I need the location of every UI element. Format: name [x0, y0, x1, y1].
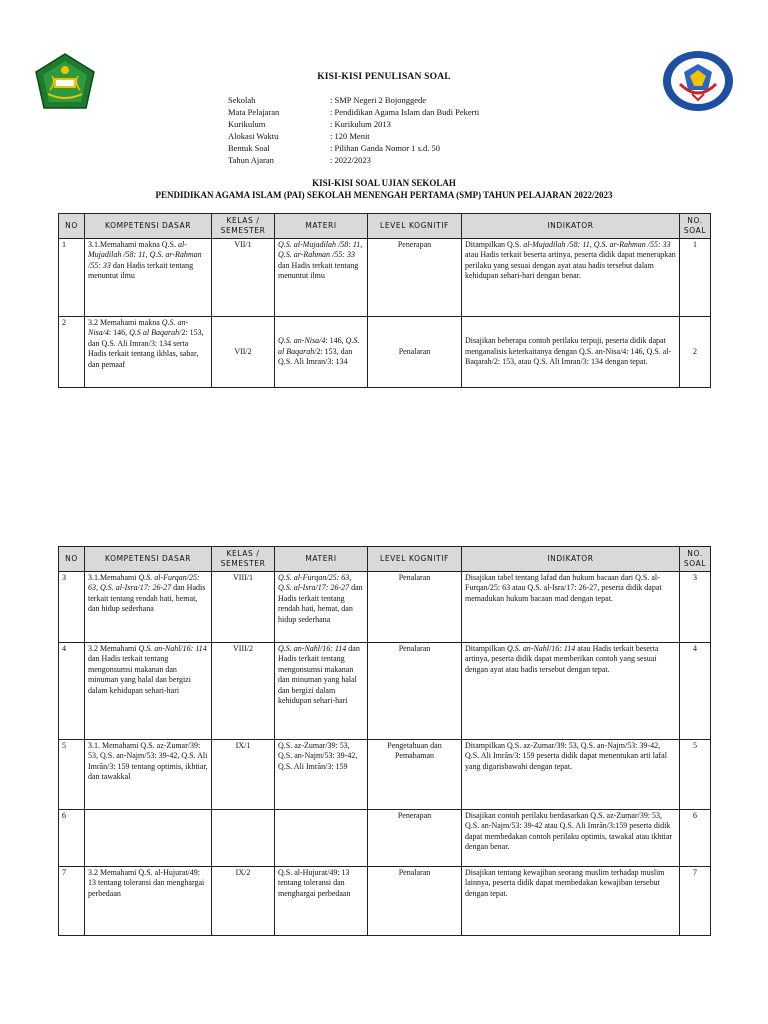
table-row: [59, 810, 711, 867]
cell-no-soal: 3: [680, 572, 711, 643]
table-row: [59, 740, 711, 810]
cell-kompetensi-dasar: 3.1. Memahami Q.S. az-Zumar/39: 53, Q.S. an-Najm/53: 39-42, Q.S. Ali Imrān/3: 159 tentang optimis, ikhtiar, dan tawakkal: [85, 740, 212, 810]
subtitle-line-1: KISI-KISI SOAL UJIAN SEKOLAH: [312, 178, 456, 188]
info-value: : SMP Negeri 2 Bojonggede: [330, 95, 427, 105]
cell-materi: Q.S. al-Furqan/25: 63, Q.S. al-Isra/17: 26-27 dan Hadis terkait tentang rendah hati, hemat, dan hidup sederhana: [275, 572, 368, 643]
cell-no: 2: [59, 317, 85, 388]
info-value: : 2022/2023: [330, 155, 371, 165]
cell-no-soal: 4: [680, 643, 711, 740]
cell-level-kognitif: Penalaran: [368, 572, 462, 643]
cell-kompetensi-dasar: 3.1.Memahami Q.S. al-Furqan/25: 63, Q.S. al-Isra/17: 26-27 dan Hadis terkait tentang rendah hati, hemat, dan hidup sederhana: [85, 572, 212, 643]
info-label: Kurikulum: [228, 119, 266, 129]
cell-kompetensi-dasar: 3.2 Memahami makna Q.S. an-Nisa/4: 146, Q.S al Baqarah/2: 153, dan Q.S. Ali Imran/3: 134 serta Hadis terkait tentang ikhlas, sabar, dan pemaaf: [85, 317, 212, 388]
cell-materi: Q.S. al-Mujadilah /58: 11, Q.S. ar-Rahman /55: 33 dan Hadis terkait tentang menuntut ilmu: [275, 239, 368, 317]
cell-indikator: Ditampilkan Q.S. an-Nahl/16: 114 atau Hadis terkait beserta artinya, peserta didik dapat memberikan contoh yang sesuai dengan ayat atau hadis tersebut dengan tepat.: [462, 643, 680, 740]
cell-kelas-semester: VIII/1: [212, 572, 275, 643]
cell-no-soal: 1: [680, 239, 711, 317]
cell-kompetensi-dasar: [85, 810, 212, 867]
cell-materi: Q.S. az-Zumar/39: 53, Q.S. an-Najm/53: 39-42, Q.S. Ali Imrān/3: 159: [275, 740, 368, 810]
info-value: : Pilihan Ganda Nomor 1 s.d. 50: [330, 143, 441, 153]
subtitle-line-2: PENDIDIKAN AGAMA ISLAM (PAI) SEKOLAH MENENGAH PERTAMA (SMP) TAHUN PELAJARAN 2022/2023: [155, 190, 613, 200]
col-kompetensi-dasar: KOMPETENSI DASAR: [85, 547, 212, 572]
info-row: [228, 106, 479, 118]
info-row: [228, 142, 479, 154]
cell-kelas-semester: IX/2: [212, 867, 275, 936]
info-value: : Kurikulum 2013: [330, 119, 391, 129]
cell-level-kognitif: Penalaran: [368, 643, 462, 740]
col-kelas-semester: KELAS / SEMESTER: [212, 547, 275, 572]
cell-no-soal: 7: [680, 867, 711, 936]
info-label: Mata Pelajaran: [228, 107, 280, 117]
cell-kelas-semester: VII/1: [212, 239, 275, 317]
cell-level-kognitif: Penerapan: [368, 239, 462, 317]
cell-no: 6: [59, 810, 85, 867]
kisi-table-1: [58, 213, 711, 388]
col-indikator: INDIKATOR: [462, 214, 680, 239]
cell-no: 1: [59, 239, 85, 317]
cell-materi: Q.S. an-Nahl/16: 114 dan Hadis terkait tentang mengonsumsi makanan dan minuman yang halal dan bergizi dalam kehidupan sehari-hari: [275, 643, 368, 740]
col-no: NO: [59, 547, 85, 572]
cell-kompetensi-dasar: 3.2 Memahami Q.S. al-Hujurat/49: 13 tentang toleransi dan menghargai perbedaan: [85, 867, 212, 936]
cell-materi: Q.S. an-Nisa/4: 146, Q.S. al Baqarah/2: 153, dan Q.S. Ali Imran/3: 134: [275, 317, 368, 388]
cell-level-kognitif: Penalaran: [368, 317, 462, 388]
table-row: [59, 239, 711, 317]
cell-indikator: Disajikan tentang kewajiban seorang muslim terhadap muslim lainnya, peserta didik dapat membedakan kewajiban tersebut dengan tepat.: [462, 867, 680, 936]
cell-indikator: Disajikan contoh perilaku berdasarkan Q.S. az-Zumar/39: 53, Q.S. an-Najm/53: 39-42 atau Q.S. Ali Imrān/3:159 peserta didik dapat membedakan contoh perilaku optimis, tawakal atau ikhtiar dengan benar.: [462, 810, 680, 867]
cell-no: 4: [59, 643, 85, 740]
cell-indikator: Ditampilkan Q.S. al-Mujadilah /58: 11, Q.S. ar-Rahman /55: 33 atau Hadis terkait beserta artinya, peserta didik dapat menerapkan perilaku yang sesuai dengan ayat atau hadis tersebut dalam kehidupan sehari-hari dengan benar.: [462, 239, 680, 317]
document-title: KISI-KISI PENULISAN SOAL: [317, 72, 451, 82]
cell-kelas-semester: [212, 810, 275, 867]
table-header-row: [59, 547, 711, 572]
cell-level-kognitif: Pengetahuan dan Pemahaman: [368, 740, 462, 810]
info-row: [228, 118, 479, 130]
cell-kompetensi-dasar: 3.2 Memahami Q.S. an-Nahl/16: 114 dan Hadis terkait tentang mengonsumsi makanan dan minuman yang halal dan bergizi dalam kehidupan sehari-hari: [85, 643, 212, 740]
cell-level-kognitif: Penalaran: [368, 867, 462, 936]
cell-no-soal: 2: [680, 317, 711, 388]
table-row: [59, 867, 711, 936]
col-materi: MATERI: [275, 214, 368, 239]
cell-indikator: Disajikan beberapa contoh perilaku terpuji, peserta didik dapat menganalisis keterkaitanya dengan Q.S. an-Nisa/4: 146, Q.S. al-Baqarah/2: 153, atau Q.S. Ali Imran/3: 134 dengan tepat.: [462, 317, 680, 388]
col-kompetensi-dasar: KOMPETENSI DASAR: [85, 214, 212, 239]
cell-kompetensi-dasar: 3.1.Memahami makna Q.S. al-Mujadilah /58: 11, Q.S. ar-Rahman /55: 33 dan Hadis terkait tentang menuntut ilmu: [85, 239, 212, 317]
col-level-kognitif: LEVEL KOGNITIF: [368, 547, 462, 572]
cell-no: 7: [59, 867, 85, 936]
col-no: NO: [59, 214, 85, 239]
info-row: [228, 94, 479, 106]
info-label: Bentuk Soal: [228, 143, 270, 153]
table-row: [59, 643, 711, 740]
cell-no-soal: 5: [680, 740, 711, 810]
cell-indikator: Ditampilkan Q.S. az-Zumar/39: 53, Q.S. an-Najm/53: 39-42, Q.S. Ali Imrān/3: 159 peserta didik dapat menentukan arti lafal yang digarisbawahi dengan tepat.: [462, 740, 680, 810]
cell-materi: Q.S. al-Hujurat/49: 13 tentang toleransi dan menghargai perbedaan: [275, 867, 368, 936]
info-label: Sekolah: [228, 95, 256, 105]
cell-indikator: Disajikan tabel tentang lafad dan hukum bacaan dari Q.S. al-Furqan/25: 63 atau Q.S. al-Isra/17: 26-27, peserta didik dapat memadukan hukum bacaan mad dengan tepat.: [462, 572, 680, 643]
cell-level-kognitif: Penerapan: [368, 810, 462, 867]
cell-no: 5: [59, 740, 85, 810]
cell-materi: [275, 810, 368, 867]
cell-no: 3: [59, 572, 85, 643]
kisi-table-2: [58, 546, 711, 936]
exam-subtitle: [0, 177, 768, 201]
info-value: : Pendidikan Agama Islam dan Budi Pekerti: [330, 107, 480, 117]
col-indikator: INDIKATOR: [462, 547, 680, 572]
cell-kelas-semester: VIII/2: [212, 643, 275, 740]
cell-no-soal: 6: [680, 810, 711, 867]
info-row: [228, 130, 479, 142]
col-no-soal: NO. SOAL: [680, 547, 711, 572]
info-row: [228, 154, 479, 166]
col-materi: MATERI: [275, 547, 368, 572]
col-no-soal: NO. SOAL: [680, 214, 711, 239]
cell-kelas-semester: VII/2: [212, 317, 275, 388]
school-info: [228, 94, 479, 166]
table-row: [59, 572, 711, 643]
info-value: : 120 Menit: [330, 131, 370, 141]
table-row: [59, 317, 711, 388]
col-level-kognitif: LEVEL KOGNITIF: [368, 214, 462, 239]
info-label: Tahun Ajaran: [228, 155, 274, 165]
cell-kelas-semester: IX/1: [212, 740, 275, 810]
col-kelas-semester: KELAS / SEMESTER: [212, 214, 275, 239]
info-label: Alokasi Waktu: [228, 131, 279, 141]
table-header-row: [59, 214, 711, 239]
